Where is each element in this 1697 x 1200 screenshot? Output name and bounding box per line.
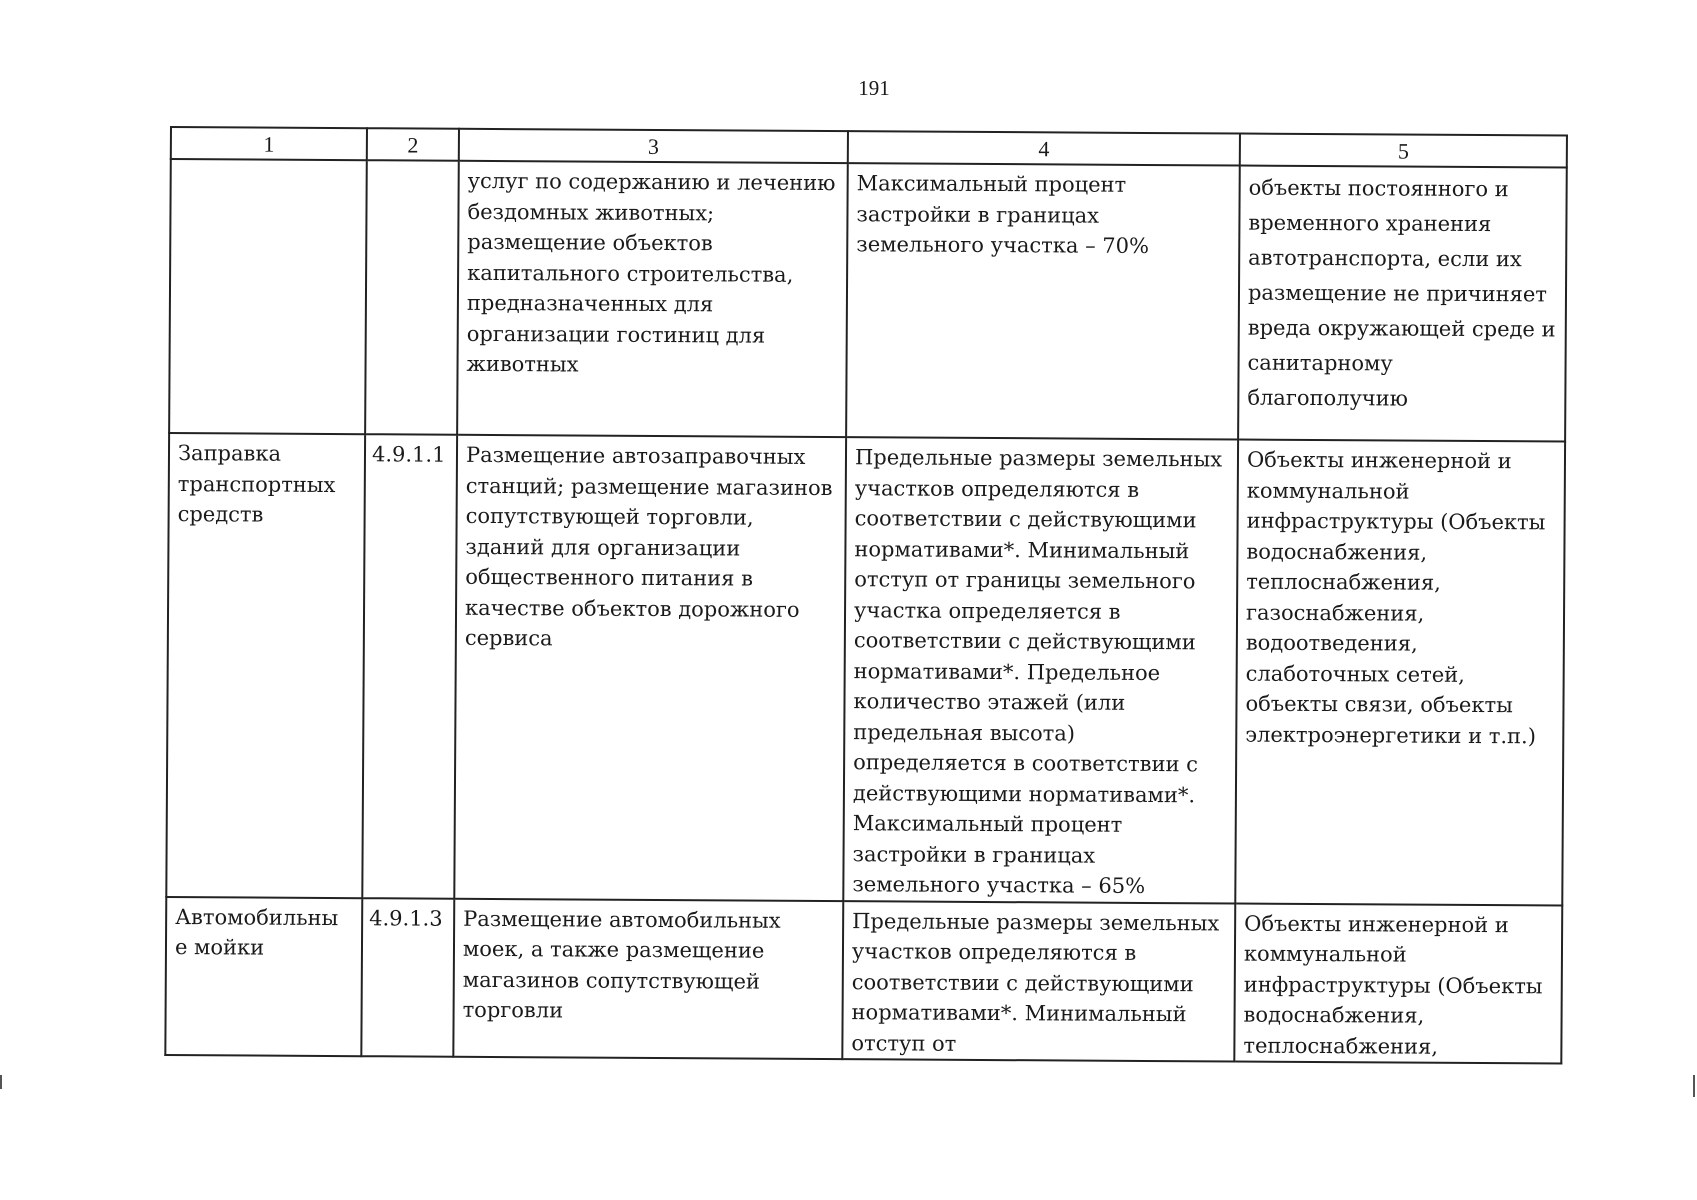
use-code-cell: 4.9.1.3 xyxy=(361,898,454,1057)
use-name-cell: Автомобильны е мойки xyxy=(165,896,362,1056)
table-row xyxy=(166,433,1565,905)
table-row xyxy=(169,159,1567,442)
page-number: 191 xyxy=(858,76,890,100)
use-description-cell: Размещение автомобильных моек, а также размещение магазинов сопутствующей торговли xyxy=(453,898,843,1059)
use-description-cell: Размещение автозаправочных станций; размещение магазинов сопутствующей торговли, зданий для организации общественного питания в качестве объектов дорожного сервиса xyxy=(454,435,846,901)
use-code-cell xyxy=(365,160,459,435)
table-row xyxy=(165,896,1562,1063)
column-header-2: 2 xyxy=(367,128,459,161)
scan-artifact-left xyxy=(0,1075,2,1089)
column-header-1: 1 xyxy=(171,127,367,160)
auxiliary-uses-cell: Объекты инженерной и коммунальной инфраструктуры (Объекты водоснабжения, теплоснабжения, xyxy=(1234,903,1562,1063)
use-code-cell: 4.9.1.1 xyxy=(362,434,457,898)
parameters-cell: Предельные размеры земельных участков определяются в соответствии с действующими нормативами*. Минимальный отступ от xyxy=(842,901,1235,1062)
parameters-cell: Предельные размеры земельных участков определяются в соответствии с действующими нормативами*. Минимальный отступ от границы земельного участка определяется в соответствии с действующими нормативами*. Предельное количество этажей (или предельная высота) определяется в соответствии с действующими нормативами*. Максимальный процент застройки в границах земельного участка – 65% xyxy=(843,437,1238,903)
regulations-table xyxy=(164,126,1568,1065)
scan-artifact-right xyxy=(1693,1075,1695,1097)
auxiliary-uses-cell: объекты постоянного и временного хранения автотранспорта, если их размещение не причиняет вреда окружающей среде и санитарному благополучию xyxy=(1238,166,1567,442)
column-header-4: 4 xyxy=(848,131,1240,165)
auxiliary-uses-cell: Объекты инженерной и коммунальной инфраструктуры (Объекты водоснабжения, теплоснабжения, газоснабжения, водоотведения, слаботочных сетей, объекты связи, объекты электроэнергетики и т.п.) xyxy=(1235,440,1565,905)
use-name-cell xyxy=(169,159,367,434)
use-name-cell: Заправка транспортных средств xyxy=(166,433,365,898)
use-description-cell: услуг по содержанию и лечению бездомных животных; размещение объектов капитального строительства, предназначенных для организации гостиниц для животных xyxy=(457,161,848,437)
parameters-cell: Максимальный процент застройки в границах земельного участка – 70% xyxy=(846,163,1240,439)
column-header-5: 5 xyxy=(1240,134,1567,168)
column-header-3: 3 xyxy=(459,129,848,163)
